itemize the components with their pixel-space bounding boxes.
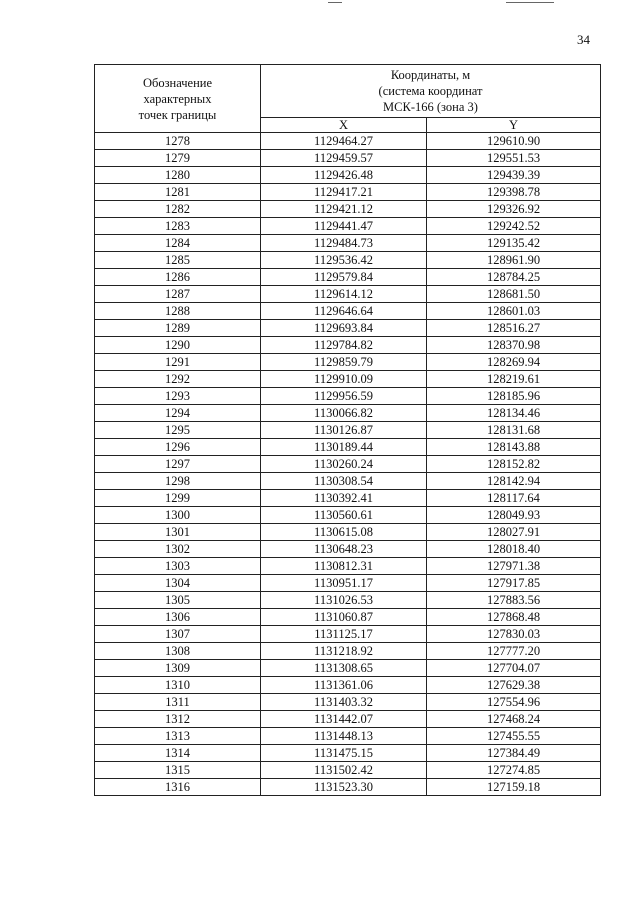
table-row [95, 218, 601, 235]
point-id-cell: 1302 [95, 541, 261, 558]
x-coordinate-cell: 1130260.24 [261, 456, 427, 473]
table-row [95, 558, 601, 575]
x-coordinate-cell: 1129956.59 [261, 388, 427, 405]
x-coordinate-cell: 1130392.41 [261, 490, 427, 507]
point-id-cell: 1279 [95, 150, 261, 167]
point-id-cell: 1305 [95, 592, 261, 609]
x-coordinate-cell: 1129614.12 [261, 286, 427, 303]
table-row [95, 507, 601, 524]
point-id-cell: 1299 [95, 490, 261, 507]
y-coordinate-cell: 127629.38 [427, 677, 601, 694]
point-id-cell: 1294 [95, 405, 261, 422]
y-coordinate-cell: 128219.61 [427, 371, 601, 388]
x-coordinate-cell: 1130951.17 [261, 575, 427, 592]
y-coordinate-cell: 128049.93 [427, 507, 601, 524]
x-coordinate-cell: 1130812.31 [261, 558, 427, 575]
y-coordinate-cell: 129326.92 [427, 201, 601, 218]
x-coordinate-cell: 1131125.17 [261, 626, 427, 643]
x-coordinate-cell: 1131218.92 [261, 643, 427, 660]
point-id-cell: 1285 [95, 252, 261, 269]
y-coordinate-cell: 127971.38 [427, 558, 601, 575]
point-id-cell: 1316 [95, 779, 261, 796]
y-coordinate-cell: 128185.96 [427, 388, 601, 405]
table-row [95, 201, 601, 218]
y-coordinate-cell: 128370.98 [427, 337, 601, 354]
x-coordinate-cell: 1131403.32 [261, 694, 427, 711]
x-coordinate-cell: 1129421.12 [261, 201, 427, 218]
table-row [95, 252, 601, 269]
table-row [95, 643, 601, 660]
x-coordinate-cell: 1129484.73 [261, 235, 427, 252]
point-id-cell: 1290 [95, 337, 261, 354]
y-coordinate-cell: 128601.03 [427, 303, 601, 320]
x-coordinate-cell: 1131308.65 [261, 660, 427, 677]
x-coordinate-cell: 1130066.82 [261, 405, 427, 422]
point-id-cell: 1307 [95, 626, 261, 643]
top-edge-mark-right [506, 2, 554, 3]
point-id-cell: 1281 [95, 184, 261, 201]
x-coordinate-cell: 1130615.08 [261, 524, 427, 541]
y-coordinate-cell: 128269.94 [427, 354, 601, 371]
point-id-cell: 1293 [95, 388, 261, 405]
x-coordinate-cell: 1129693.84 [261, 320, 427, 337]
table-row [95, 320, 601, 337]
table-row [95, 405, 601, 422]
y-coordinate-cell: 128961.90 [427, 252, 601, 269]
x-coordinate-cell: 1131026.53 [261, 592, 427, 609]
point-id-cell: 1286 [95, 269, 261, 286]
x-coordinate-cell: 1129784.82 [261, 337, 427, 354]
table-row [95, 575, 601, 592]
point-id-cell: 1291 [95, 354, 261, 371]
y-coordinate-cell: 127830.03 [427, 626, 601, 643]
x-coordinate-cell: 1129459.57 [261, 150, 427, 167]
y-coordinate-cell: 128142.94 [427, 473, 601, 490]
table-row [95, 711, 601, 728]
x-coordinate-cell: 1129646.64 [261, 303, 427, 320]
y-coordinate-cell: 129242.52 [427, 218, 601, 235]
y-coordinate-cell: 127777.20 [427, 643, 601, 660]
point-id-cell: 1297 [95, 456, 261, 473]
header-coordinates: Координаты, м (система координат МСК-166 (зона 3) [261, 65, 601, 118]
y-coordinate-cell: 128152.82 [427, 456, 601, 473]
y-coordinate-cell: 127274.85 [427, 762, 601, 779]
header-y: Y [427, 118, 601, 133]
y-coordinate-cell: 127554.96 [427, 694, 601, 711]
point-id-cell: 1283 [95, 218, 261, 235]
y-coordinate-cell: 128027.91 [427, 524, 601, 541]
x-coordinate-cell: 1131442.07 [261, 711, 427, 728]
point-id-cell: 1304 [95, 575, 261, 592]
y-coordinate-cell: 128681.50 [427, 286, 601, 303]
point-id-cell: 1289 [95, 320, 261, 337]
y-coordinate-cell: 128018.40 [427, 541, 601, 558]
y-coordinate-cell: 129610.90 [427, 133, 601, 150]
point-id-cell: 1278 [95, 133, 261, 150]
point-id-cell: 1292 [95, 371, 261, 388]
table-row [95, 337, 601, 354]
point-id-cell: 1306 [95, 609, 261, 626]
point-id-cell: 1301 [95, 524, 261, 541]
y-coordinate-cell: 129398.78 [427, 184, 601, 201]
table-row [95, 184, 601, 201]
table-row [95, 133, 601, 150]
table-row [95, 286, 601, 303]
y-coordinate-cell: 129551.53 [427, 150, 601, 167]
x-coordinate-cell: 1129910.09 [261, 371, 427, 388]
x-coordinate-cell: 1130126.87 [261, 422, 427, 439]
table-row [95, 456, 601, 473]
table-row [95, 167, 601, 184]
y-coordinate-cell: 128131.68 [427, 422, 601, 439]
y-coordinate-cell: 127917.85 [427, 575, 601, 592]
point-id-cell: 1309 [95, 660, 261, 677]
table-row [95, 694, 601, 711]
table-row [95, 762, 601, 779]
point-id-cell: 1288 [95, 303, 261, 320]
table-row [95, 677, 601, 694]
point-id-cell: 1313 [95, 728, 261, 745]
point-id-cell: 1282 [95, 201, 261, 218]
x-coordinate-cell: 1131361.06 [261, 677, 427, 694]
y-coordinate-cell: 127455.55 [427, 728, 601, 745]
top-edge-mark-left [328, 2, 342, 3]
table-row [95, 150, 601, 167]
x-coordinate-cell: 1129417.21 [261, 184, 427, 201]
y-coordinate-cell: 127159.18 [427, 779, 601, 796]
point-id-cell: 1312 [95, 711, 261, 728]
table-row [95, 490, 601, 507]
table-row [95, 779, 601, 796]
y-coordinate-cell: 128134.46 [427, 405, 601, 422]
table-row [95, 439, 601, 456]
y-coordinate-cell: 128516.27 [427, 320, 601, 337]
x-coordinate-cell: 1129464.27 [261, 133, 427, 150]
x-coordinate-cell: 1130308.54 [261, 473, 427, 490]
point-id-cell: 1296 [95, 439, 261, 456]
y-coordinate-cell: 129439.39 [427, 167, 601, 184]
y-coordinate-cell: 128117.64 [427, 490, 601, 507]
point-id-cell: 1300 [95, 507, 261, 524]
table-row [95, 609, 601, 626]
x-coordinate-cell: 1131060.87 [261, 609, 427, 626]
point-id-cell: 1295 [95, 422, 261, 439]
y-coordinate-cell: 128143.88 [427, 439, 601, 456]
y-coordinate-cell: 127704.07 [427, 660, 601, 677]
table-row [95, 660, 601, 677]
point-id-cell: 1310 [95, 677, 261, 694]
table-row [95, 388, 601, 405]
table-row [95, 235, 601, 252]
x-coordinate-cell: 1130648.23 [261, 541, 427, 558]
point-id-cell: 1311 [95, 694, 261, 711]
point-id-cell: 1280 [95, 167, 261, 184]
header-point-designation: Обозначение характерных точек границы [95, 65, 261, 133]
point-id-cell: 1308 [95, 643, 261, 660]
x-coordinate-cell: 1129859.79 [261, 354, 427, 371]
header-x: X [261, 118, 427, 133]
x-coordinate-cell: 1130560.61 [261, 507, 427, 524]
point-id-cell: 1315 [95, 762, 261, 779]
y-coordinate-cell: 127384.49 [427, 745, 601, 762]
x-coordinate-cell: 1129536.42 [261, 252, 427, 269]
y-coordinate-cell: 128784.25 [427, 269, 601, 286]
point-id-cell: 1287 [95, 286, 261, 303]
table-row [95, 728, 601, 745]
table-row [95, 303, 601, 320]
x-coordinate-cell: 1129426.48 [261, 167, 427, 184]
point-id-cell: 1314 [95, 745, 261, 762]
table-row [95, 354, 601, 371]
x-coordinate-cell: 1129441.47 [261, 218, 427, 235]
x-coordinate-cell: 1131475.15 [261, 745, 427, 762]
y-coordinate-cell: 127883.56 [427, 592, 601, 609]
table-row [95, 592, 601, 609]
y-coordinate-cell: 127868.48 [427, 609, 601, 626]
x-coordinate-cell: 1130189.44 [261, 439, 427, 456]
table-row [95, 745, 601, 762]
x-coordinate-cell: 1129579.84 [261, 269, 427, 286]
table-row [95, 473, 601, 490]
table-row [95, 524, 601, 541]
table-row [95, 269, 601, 286]
page-number: 34 [577, 32, 590, 47]
table-body [95, 133, 601, 796]
table-row [95, 626, 601, 643]
table-row [95, 541, 601, 558]
point-id-cell: 1284 [95, 235, 261, 252]
table-row [95, 422, 601, 439]
point-id-cell: 1303 [95, 558, 261, 575]
point-id-cell: 1298 [95, 473, 261, 490]
y-coordinate-cell: 129135.42 [427, 235, 601, 252]
table-row [95, 371, 601, 388]
x-coordinate-cell: 1131448.13 [261, 728, 427, 745]
y-coordinate-cell: 127468.24 [427, 711, 601, 728]
x-coordinate-cell: 1131502.42 [261, 762, 427, 779]
coordinates-table [94, 64, 601, 796]
x-coordinate-cell: 1131523.30 [261, 779, 427, 796]
